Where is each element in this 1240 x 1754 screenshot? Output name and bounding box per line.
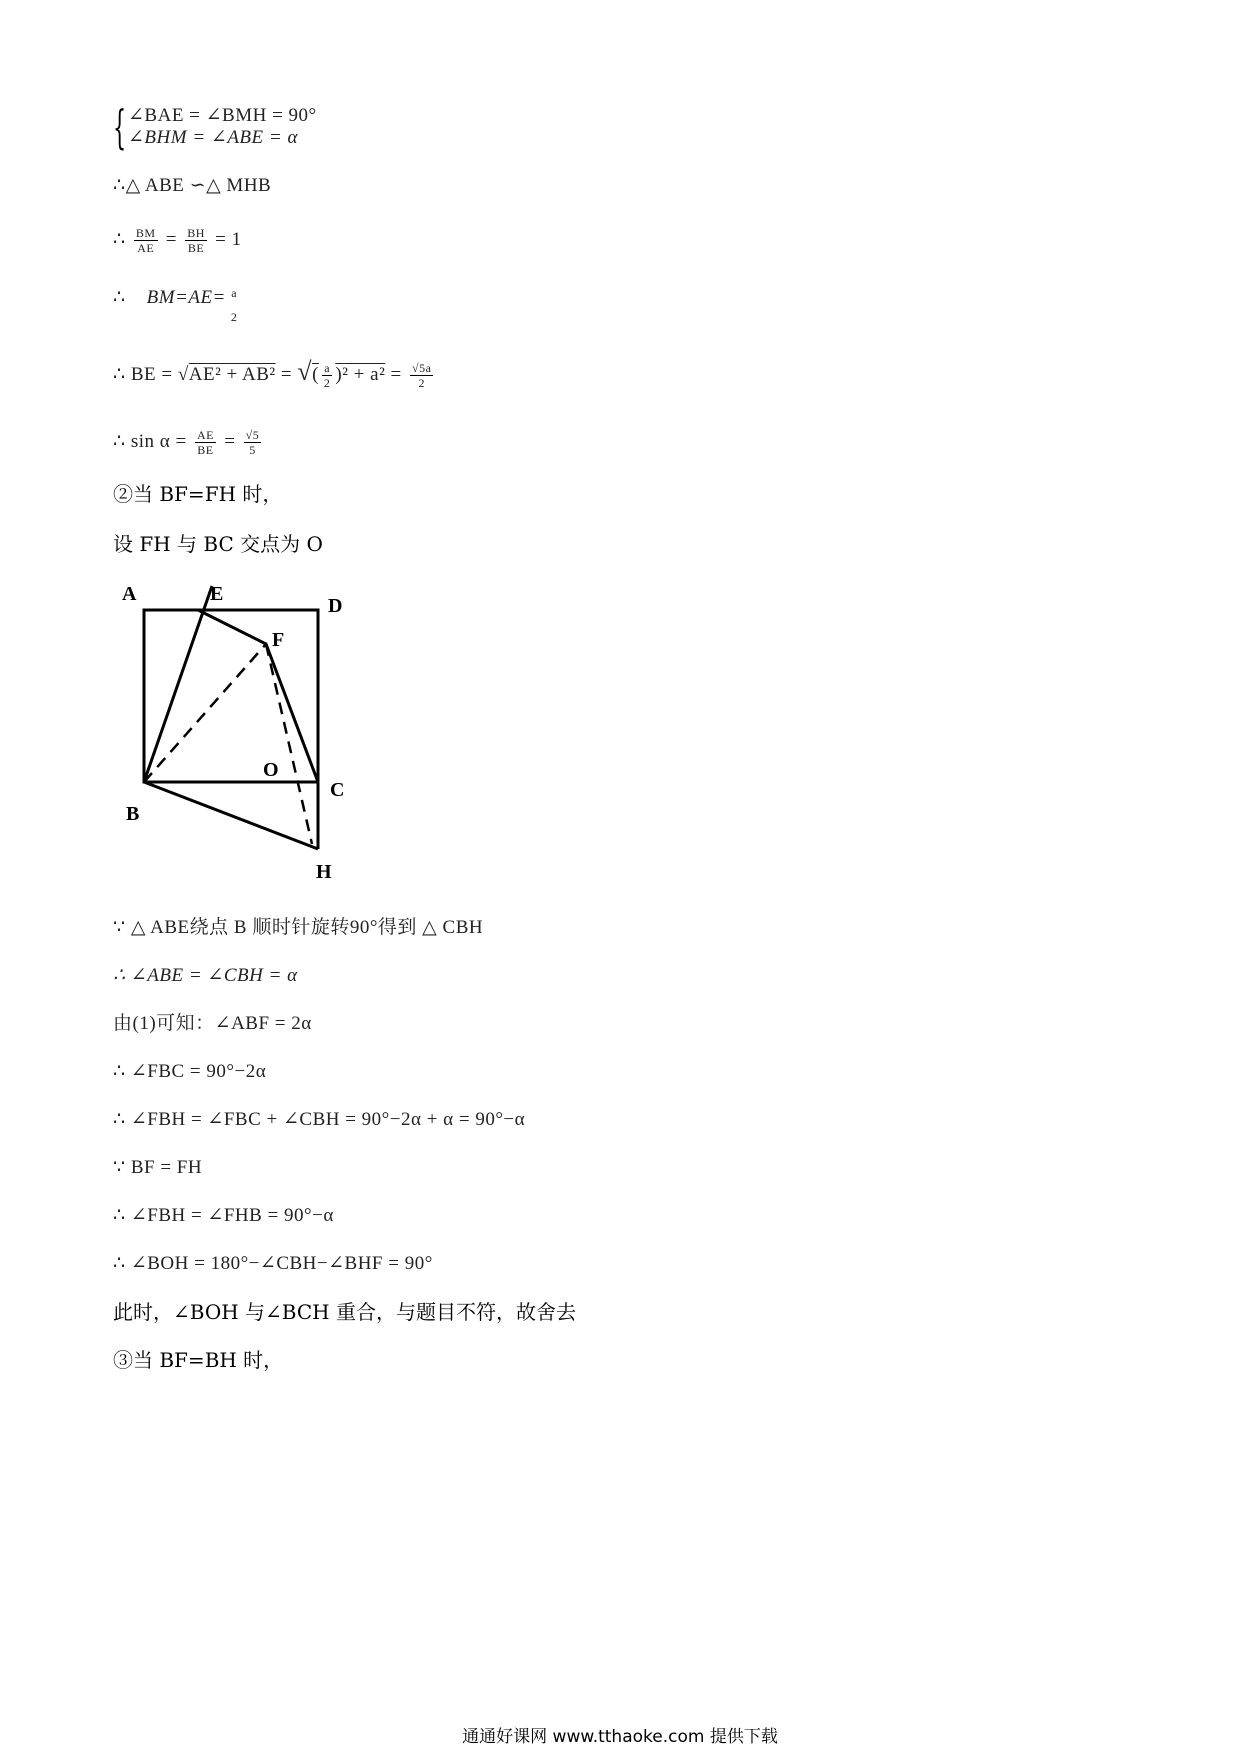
fraction-bm-ae: $\frac{BM}{AE}$ xyxy=(135,226,156,255)
fraction-root5a-2: $\frac{√5a}{2}$ xyxy=(411,361,432,391)
label-b: B xyxy=(126,803,140,825)
label-c: C xyxy=(330,779,345,801)
segment-ef-fc xyxy=(198,610,318,782)
label-f: F xyxy=(272,629,285,651)
angle-abe-cbh: ∴ ∠ABE = ∠CBH = α xyxy=(113,965,298,986)
equation-line-2: ∠BHM = ∠ABE = α xyxy=(128,127,298,148)
conclusion-discard: 此时，∠BOH 与∠BCH 重合，与题目不符，故舍去 xyxy=(113,1300,576,1324)
angle-boh: ∴ ∠BOH = 180°−∠CBH−∠BHF = 90° xyxy=(113,1253,433,1274)
system-brace: { xyxy=(113,100,127,154)
angle-fbh-sum: ∴ ∠FBH = ∠FBC + ∠CBH = 90°−2α + α = 90°−α xyxy=(113,1109,526,1130)
similar-triangles-line: ∴△ ABE ∽△ MHB xyxy=(113,175,272,196)
label-e: E xyxy=(210,583,224,605)
fraction-bh-be: $\frac{BH}{BE}$ xyxy=(187,226,205,255)
from-part-1: 由(1)可知：∠ABF = 2α xyxy=(113,1013,312,1034)
angle-fbc: ∴ ∠FBC = 90°−2α xyxy=(113,1061,267,1082)
therefore-symbol: ∴ xyxy=(113,228,126,250)
page-footer: 通通好课网 www.tthaoke.com 提供下载 xyxy=(462,1727,778,1747)
segment-bh xyxy=(144,782,318,849)
be-length-line: ∴ BE = √AE² + AB² = √( $\frac{a}{2}$ )² + a² = $\frac{√5a}{2}$ xyxy=(113,357,432,391)
bm-ae-line: ∴ BM=AE= a 2 xyxy=(113,286,238,324)
segment-be xyxy=(144,586,212,782)
fraction-a-2: a 2 xyxy=(230,286,238,324)
case-2-heading: ②当 BF=FH 时， xyxy=(113,482,283,506)
fraction-root5-5: $\frac{√5}{5}$ xyxy=(245,428,260,457)
label-o: O xyxy=(263,759,279,781)
fraction-ae-be: $\frac{AE}{BE}$ xyxy=(196,428,214,457)
bf-equals-fh: ∵ BF = FH xyxy=(113,1157,203,1178)
rotation-statement: ∵ △ ABE绕点 B 顺时针旋转90°得到 △ CBH xyxy=(113,917,484,938)
sin-alpha-line: ∴ sin α = $\frac{AE}{BE}$ = $\frac{√5}{5}$ xyxy=(113,428,260,457)
angle-fbh-fhb: ∴ ∠FBH = ∠FHB = 90°−α xyxy=(113,1205,334,1226)
radicand-ae-ab: AE² + AB² xyxy=(188,364,276,385)
dashed-bf xyxy=(144,644,266,782)
case-3-heading: ③当 BF=BH 时， xyxy=(113,1348,284,1372)
ratio-line: ∴ $\frac{BM}{AE}$ = $\frac{BH}{BE}$ = 1 xyxy=(113,226,242,255)
equation-line-1: ∠BAE = ∠BMH = 90° xyxy=(128,105,317,126)
intersection-setup: 设 FH 与 BC 交点为 O xyxy=(113,532,323,556)
label-d: D xyxy=(328,595,343,617)
square-abcd xyxy=(144,610,318,782)
label-a: A xyxy=(122,583,137,605)
radicand-a-half: ( $\frac{a}{2}$ )² + a² xyxy=(312,361,386,391)
label-h: H xyxy=(316,861,332,883)
geometry-figure xyxy=(116,574,386,894)
